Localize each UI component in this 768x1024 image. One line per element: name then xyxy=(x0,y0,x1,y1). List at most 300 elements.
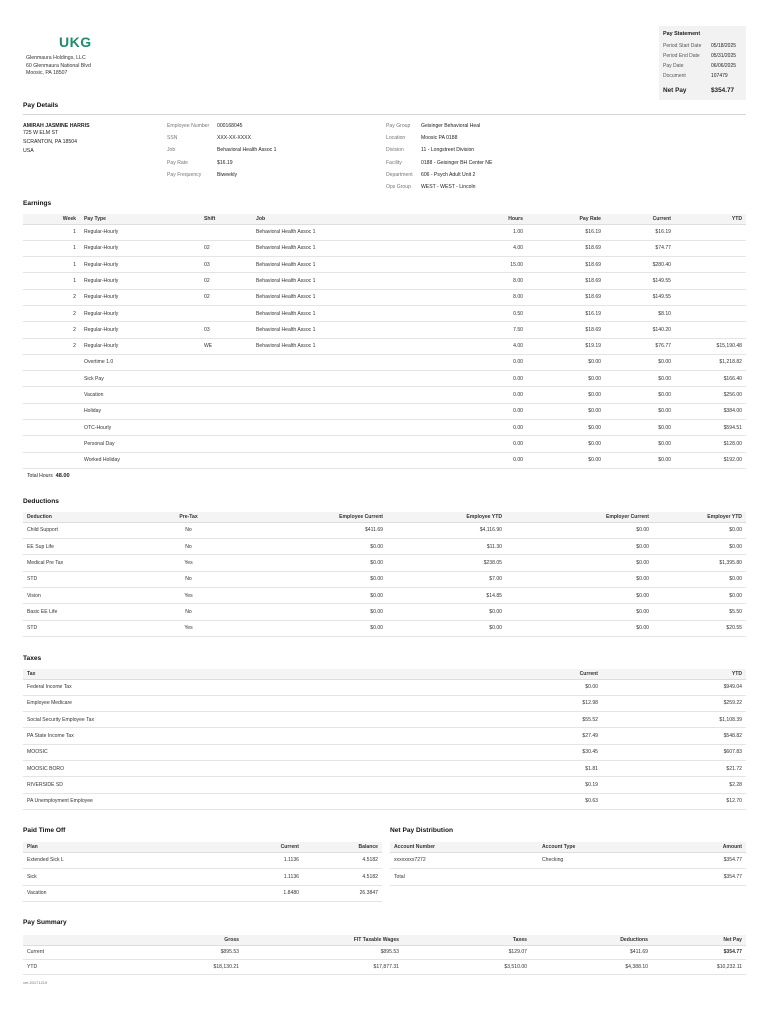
table-cell xyxy=(200,305,252,321)
table-row xyxy=(23,240,746,256)
table-cell: $0.00 xyxy=(527,403,605,419)
table-cell xyxy=(675,305,746,321)
table-cell: Federal Income Tax xyxy=(23,679,438,695)
table-cell: Regular-Hourly xyxy=(80,273,200,289)
table-cell xyxy=(23,436,80,452)
info-row xyxy=(167,120,276,132)
table-cell: $0.00 xyxy=(605,436,675,452)
table-cell: Behavioral Health Assoc 1 xyxy=(252,305,472,321)
column-header: Amount xyxy=(658,842,746,852)
table-cell: Behavioral Health Assoc 1 xyxy=(252,240,472,256)
table-cell xyxy=(252,354,472,370)
table-cell xyxy=(675,289,746,305)
info-value: 000168045 xyxy=(217,123,243,129)
table-cell xyxy=(200,420,252,436)
table-cell: $18,130.21 xyxy=(107,960,243,975)
table-cell: 03 xyxy=(200,257,252,273)
info-value: $16.19 xyxy=(217,159,233,166)
info-row xyxy=(386,120,492,132)
table-cell: $14.85 xyxy=(387,588,506,604)
net-dist-title: Net Pay Distribution xyxy=(390,827,454,834)
column-header: Pay Type xyxy=(80,214,200,224)
table-cell xyxy=(23,387,80,403)
table-cell xyxy=(675,240,746,256)
table-cell: $0.00 xyxy=(527,354,605,370)
table-cell: Behavioral Health Assoc 1 xyxy=(252,257,472,273)
column-header: Tax xyxy=(23,669,438,679)
table-cell: $16.19 xyxy=(527,305,605,321)
column-header: Deduction xyxy=(23,512,135,522)
table-cell: $74.77 xyxy=(605,240,675,256)
column-header: Employer Current xyxy=(506,512,653,522)
table-cell: $0.00 xyxy=(527,420,605,436)
version-label: ver.20171219 xyxy=(23,980,48,985)
table-row xyxy=(23,538,746,554)
table-cell: $354.77 xyxy=(652,945,746,960)
table-cell: PA Unemployment Employee xyxy=(23,793,438,809)
table-cell: $0.00 xyxy=(242,555,387,571)
info-label: Ops Group xyxy=(386,184,411,191)
info-row xyxy=(167,144,276,156)
table-cell: $354.77 xyxy=(658,852,746,869)
table-row xyxy=(23,273,746,289)
info-value: Biweekly xyxy=(217,171,238,178)
net-pay-row: Net Pay $354.77 xyxy=(663,87,735,95)
table-cell xyxy=(252,371,472,387)
table-cell xyxy=(23,420,80,436)
table-cell: $76.77 xyxy=(605,338,675,354)
table-cell: $10,232.11 xyxy=(652,960,746,975)
table-cell xyxy=(23,452,80,468)
table-row xyxy=(23,869,382,886)
taxes-table xyxy=(23,669,746,810)
table-cell: 2 xyxy=(23,322,80,338)
info-value: XXX-XX-XXXX xyxy=(217,135,251,142)
table-cell: $0.00 xyxy=(527,452,605,468)
table-cell: $0.00 xyxy=(387,604,506,620)
table-cell: Current xyxy=(23,945,107,960)
table-cell xyxy=(200,452,252,468)
table-cell: Vacation xyxy=(23,885,203,902)
table-cell: 8.00 xyxy=(472,289,527,305)
table-cell: $18.69 xyxy=(527,240,605,256)
table-cell: $0.00 xyxy=(605,354,675,370)
table-cell: $21.72 xyxy=(602,760,746,776)
table-cell: Vision xyxy=(23,588,135,604)
table-cell: 4.5182 xyxy=(303,852,382,869)
table-cell: 1 xyxy=(23,224,80,240)
table-cell: STD xyxy=(23,571,135,587)
table-row xyxy=(23,588,746,604)
table-cell: $0.00 xyxy=(387,620,506,636)
table-cell: $0.00 xyxy=(527,436,605,452)
info-label: Facility xyxy=(386,159,402,166)
info-value: 606 - Psych Adult Unit 2 xyxy=(421,171,476,178)
table-cell: $0.00 xyxy=(653,522,746,538)
table-cell: Sick xyxy=(23,869,203,886)
table-cell: 4.00 xyxy=(472,338,527,354)
table-cell: $2.28 xyxy=(602,777,746,793)
info-value: Behavioral Health Assoc 1 xyxy=(217,147,277,154)
table-cell: $1,218.82 xyxy=(675,354,746,370)
table-cell: Regular-Hourly xyxy=(80,305,200,321)
info-row xyxy=(386,169,492,181)
company-city: Moosic, PA 18507 xyxy=(26,70,68,77)
table-cell: $1,395.80 xyxy=(653,555,746,571)
table-cell: Overtime 1.0 xyxy=(80,354,200,370)
column-header: Employer YTD xyxy=(653,512,746,522)
table-row xyxy=(23,289,746,305)
table-row xyxy=(23,793,746,809)
table-cell: 1 xyxy=(23,273,80,289)
table-cell: STD xyxy=(23,620,135,636)
table-cell: 0.00 xyxy=(472,436,527,452)
table-cell: 1.1136 xyxy=(203,852,303,869)
pay-details-title: Pay Details xyxy=(23,102,59,109)
statement-row: Period End Date 05/31/2025 xyxy=(663,53,737,60)
table-cell: 2 xyxy=(23,305,80,321)
table-cell: $128.00 xyxy=(675,436,746,452)
table-cell: $548.82 xyxy=(602,728,746,744)
table-cell xyxy=(200,403,252,419)
table-cell: 2 xyxy=(23,338,80,354)
company-street: 60 Glenmaura National Blvd xyxy=(26,62,91,69)
total-hours-value: 48.00 xyxy=(55,473,70,479)
table-cell: $8.10 xyxy=(605,305,675,321)
table-cell xyxy=(200,387,252,403)
table-cell: Behavioral Health Assoc 1 xyxy=(252,224,472,240)
table-cell: $384.00 xyxy=(675,403,746,419)
table-cell xyxy=(252,387,472,403)
table-cell: Regular-Hourly xyxy=(80,224,200,240)
info-label: Pay Frequency xyxy=(167,171,202,178)
table-row xyxy=(23,420,746,436)
table-cell xyxy=(675,273,746,289)
table-cell: $20.55 xyxy=(653,620,746,636)
pto-title: Paid Time Off xyxy=(23,827,66,834)
info-value: Geisinger Behavioral Heal xyxy=(421,123,481,129)
table-row xyxy=(23,522,746,538)
table-cell: $0.00 xyxy=(506,588,653,604)
table-row xyxy=(23,436,746,452)
table-row xyxy=(23,885,382,902)
table-cell: $3,510.00 xyxy=(403,960,531,975)
column-header xyxy=(23,935,107,945)
table-cell: $607.83 xyxy=(602,744,746,760)
column-header: Shift xyxy=(200,214,252,224)
table-cell: YTD xyxy=(23,960,107,975)
table-cell: Vacation xyxy=(80,387,200,403)
table-cell xyxy=(675,257,746,273)
table-cell xyxy=(23,354,80,370)
company-address xyxy=(26,55,91,78)
info-label: Employee Number xyxy=(167,123,210,129)
pay-group-info xyxy=(386,120,492,193)
table-cell: 1.1136 xyxy=(203,869,303,886)
table-cell: MOOSIC xyxy=(23,744,438,760)
table-row xyxy=(23,354,746,370)
table-cell: $0.00 xyxy=(506,555,653,571)
info-value: Moosic PA 0188 xyxy=(421,135,458,142)
table-cell xyxy=(252,420,472,436)
employee-name: AMIRAH JASMINE HARRIS xyxy=(23,123,90,129)
table-cell: $259.22 xyxy=(602,695,746,711)
table-cell: Regular-Hourly xyxy=(80,338,200,354)
table-cell: $4,388.10 xyxy=(531,960,652,975)
table-cell: $0.00 xyxy=(506,522,653,538)
column-header: Employee Current xyxy=(242,512,387,522)
employee-info xyxy=(167,120,276,181)
pto-table xyxy=(23,842,382,902)
pay-summary-title: Pay Summary xyxy=(23,919,67,926)
table-cell: $149.55 xyxy=(605,273,675,289)
info-value: 11 - Longstreet Division xyxy=(421,147,475,154)
table-cell: 2 xyxy=(23,289,80,305)
employee-block xyxy=(23,123,90,156)
info-label: Pay Group xyxy=(386,123,411,129)
column-header: Deductions xyxy=(531,935,652,945)
table-cell: No xyxy=(135,522,242,538)
table-row xyxy=(23,387,746,403)
table-cell xyxy=(200,354,252,370)
table-cell: $0.00 xyxy=(242,620,387,636)
table-row xyxy=(390,852,746,869)
table-cell: MOOSIC BORO xyxy=(23,760,438,776)
table-cell: No xyxy=(135,604,242,620)
table-row xyxy=(23,679,746,695)
column-header: Account Type xyxy=(538,842,658,852)
table-cell: Regular-Hourly xyxy=(80,240,200,256)
column-header: Pre-Tax xyxy=(135,512,242,522)
table-cell: $895.53 xyxy=(107,945,243,960)
table-row xyxy=(23,945,746,960)
table-row xyxy=(23,620,746,636)
table-row xyxy=(23,571,746,587)
company-name: Glenmaura Holdings, LLC xyxy=(26,55,86,61)
table-cell: PA State Income Tax xyxy=(23,728,438,744)
table-cell xyxy=(252,403,472,419)
table-row xyxy=(23,555,746,571)
info-value: WEST - WEST - Lincoln xyxy=(421,184,476,191)
earnings-title: Earnings xyxy=(23,200,52,207)
table-cell: Regular-Hourly xyxy=(80,257,200,273)
table-cell: $411.69 xyxy=(531,945,652,960)
info-row xyxy=(386,157,492,169)
table-cell: Sick Pay xyxy=(80,371,200,387)
table-cell xyxy=(252,452,472,468)
table-cell: Regular-Hourly xyxy=(80,289,200,305)
table-row xyxy=(23,452,746,468)
table-cell: $949.04 xyxy=(602,679,746,695)
table-row xyxy=(23,403,746,419)
column-header: Current xyxy=(438,669,602,679)
table-cell: 0.00 xyxy=(472,420,527,436)
table-cell: RIVERSIDE SD xyxy=(23,777,438,793)
earnings-table xyxy=(23,214,746,469)
table-cell: Checking xyxy=(538,852,658,869)
table-cell: $0.00 xyxy=(506,538,653,554)
table-cell: 7.50 xyxy=(472,322,527,338)
table-cell: 03 xyxy=(200,322,252,338)
table-cell: $55.52 xyxy=(438,712,602,728)
table-cell xyxy=(200,371,252,387)
table-cell: 0.50 xyxy=(472,305,527,321)
table-cell: 02 xyxy=(200,240,252,256)
table-cell: No xyxy=(135,571,242,587)
table-row xyxy=(23,744,746,760)
table-cell: $0.19 xyxy=(438,777,602,793)
info-label: Department xyxy=(386,171,413,178)
table-cell: 26.3847 xyxy=(303,885,382,902)
table-cell: $0.00 xyxy=(605,371,675,387)
table-cell: $0.00 xyxy=(242,604,387,620)
table-cell: Behavioral Health Assoc 1 xyxy=(252,273,472,289)
pay-summary-table xyxy=(23,935,746,975)
table-cell: 1 xyxy=(23,240,80,256)
info-label: Location xyxy=(386,135,406,142)
table-cell: EE Sup Life xyxy=(23,538,135,554)
net-dist-table xyxy=(390,842,746,886)
table-cell: 15.00 xyxy=(472,257,527,273)
table-cell: $30.45 xyxy=(438,744,602,760)
table-cell: $18.69 xyxy=(527,273,605,289)
table-cell: $1,108.39 xyxy=(602,712,746,728)
table-cell: 0.00 xyxy=(472,371,527,387)
table-row xyxy=(23,305,746,321)
table-cell: $15,190.48 xyxy=(675,338,746,354)
ukg-logo: UKG xyxy=(59,34,92,50)
table-cell: $140.20 xyxy=(605,322,675,338)
table-cell: $16.19 xyxy=(605,224,675,240)
table-row xyxy=(23,322,746,338)
table-cell: $0.00 xyxy=(506,571,653,587)
column-header: Net Pay xyxy=(652,935,746,945)
column-header: Week xyxy=(23,214,80,224)
table-cell: Behavioral Health Assoc 1 xyxy=(252,322,472,338)
table-cell: Social Security Employee Tax xyxy=(23,712,438,728)
table-cell xyxy=(675,224,746,240)
column-header: Gross xyxy=(107,935,243,945)
table-cell xyxy=(252,436,472,452)
table-cell: Behavioral Health Assoc 1 xyxy=(252,338,472,354)
column-header: Taxes xyxy=(403,935,531,945)
table-cell: $256.00 xyxy=(675,387,746,403)
table-cell: 1.8480 xyxy=(203,885,303,902)
column-header: Account Number xyxy=(390,842,538,852)
info-label: SSN xyxy=(167,135,178,142)
table-cell: 02 xyxy=(200,273,252,289)
table-cell: $0.00 xyxy=(242,538,387,554)
info-row xyxy=(386,132,492,144)
deductions-table xyxy=(23,512,746,637)
column-header: YTD xyxy=(602,669,746,679)
table-cell: $0.00 xyxy=(242,588,387,604)
table-cell: Employee Medicare xyxy=(23,695,438,711)
table-row xyxy=(23,728,746,744)
table-row xyxy=(23,257,746,273)
info-row xyxy=(167,169,276,181)
column-header: Current xyxy=(605,214,675,224)
info-row xyxy=(386,181,492,193)
table-cell: $0.00 xyxy=(605,452,675,468)
net-pay-value: $354.77 xyxy=(711,87,735,95)
table-cell: $0.00 xyxy=(605,403,675,419)
table-cell: Worked Holiday xyxy=(80,452,200,468)
table-cell: No xyxy=(135,538,242,554)
table-cell: $0.63 xyxy=(438,793,602,809)
table-row xyxy=(23,712,746,728)
info-value: 0188 - Geisinger BH Center NE xyxy=(421,159,493,166)
table-cell: Behavioral Health Assoc 1 xyxy=(252,289,472,305)
table-cell: $1.81 xyxy=(438,760,602,776)
table-row xyxy=(23,777,746,793)
table-cell: $12.70 xyxy=(602,793,746,809)
table-cell: $0.00 xyxy=(506,620,653,636)
table-row xyxy=(23,604,746,620)
column-header: Job xyxy=(252,214,472,224)
table-cell: $18.69 xyxy=(527,322,605,338)
table-cell: $0.00 xyxy=(653,588,746,604)
statement-row: Period Start Date 05/18/2025 xyxy=(663,43,737,50)
table-cell xyxy=(23,403,80,419)
deductions-title: Deductions xyxy=(23,498,59,505)
table-row xyxy=(23,371,746,387)
table-cell: $0.00 xyxy=(653,571,746,587)
table-row xyxy=(23,760,746,776)
table-cell: $0.00 xyxy=(653,538,746,554)
table-cell: $18.69 xyxy=(527,257,605,273)
taxes-title: Taxes xyxy=(23,655,42,662)
column-header: Employee YTD xyxy=(387,512,506,522)
column-header: FIT Taxable Wages xyxy=(243,935,403,945)
table-cell: $12.98 xyxy=(438,695,602,711)
table-cell: $354.77 xyxy=(658,869,746,886)
table-cell: $0.00 xyxy=(527,387,605,403)
table-cell: $166.40 xyxy=(675,371,746,387)
table-row xyxy=(23,224,746,240)
column-header: YTD xyxy=(675,214,746,224)
table-cell: $411.69 xyxy=(242,522,387,538)
info-row xyxy=(386,144,492,156)
table-cell: $16.19 xyxy=(527,224,605,240)
table-cell: $280.40 xyxy=(605,257,675,273)
table-cell: $17,877.31 xyxy=(243,960,403,975)
pay-statement-box xyxy=(659,26,746,100)
table-cell: 4.00 xyxy=(472,240,527,256)
table-cell: $27.49 xyxy=(438,728,602,744)
table-cell xyxy=(200,224,252,240)
table-cell: $238.05 xyxy=(387,555,506,571)
table-cell: 1 xyxy=(23,257,80,273)
table-cell: $594.51 xyxy=(675,420,746,436)
table-cell xyxy=(675,322,746,338)
pay-statement-title: Pay Statement xyxy=(663,31,701,37)
table-cell: 1.00 xyxy=(472,224,527,240)
table-cell: Regular-Hourly xyxy=(80,322,200,338)
table-cell: $0.00 xyxy=(605,387,675,403)
statement-row: Document 107479 xyxy=(663,73,728,80)
table-cell xyxy=(200,436,252,452)
info-label: Division xyxy=(386,147,404,154)
table-cell: 02 xyxy=(200,289,252,305)
total-hours: Total Hours 48.00 xyxy=(27,473,70,479)
table-cell: Yes xyxy=(135,588,242,604)
table-cell: $0.00 xyxy=(506,604,653,620)
table-cell xyxy=(538,869,658,886)
table-cell: $192.00 xyxy=(675,452,746,468)
table-row xyxy=(23,852,382,869)
table-cell: $11.30 xyxy=(387,538,506,554)
